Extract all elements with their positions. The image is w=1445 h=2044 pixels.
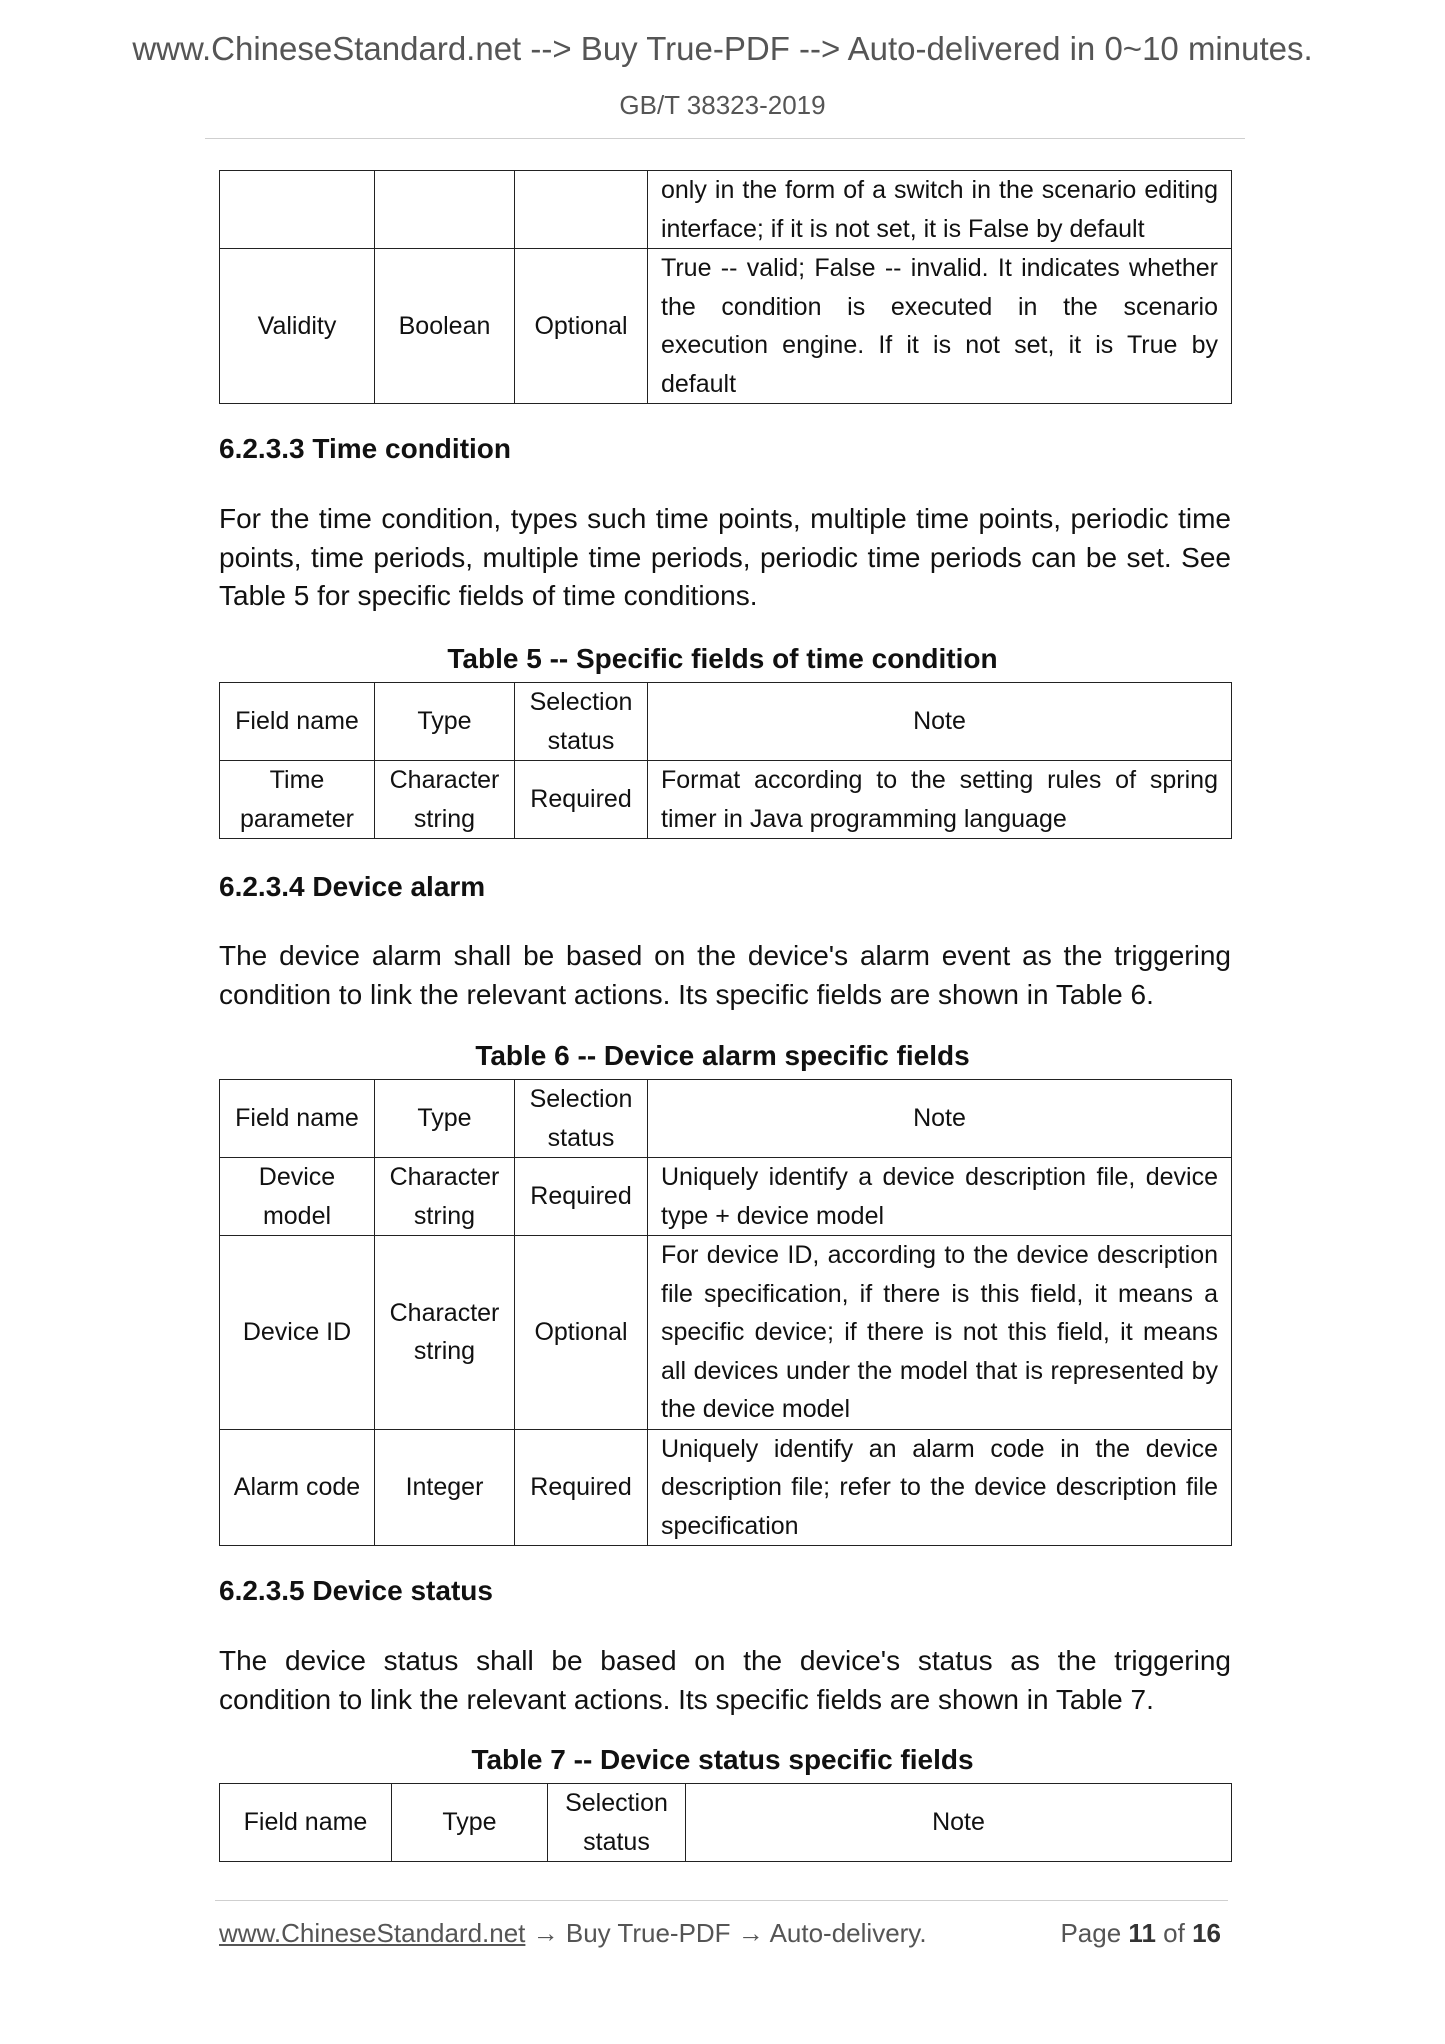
table-cell: Validity <box>220 249 375 404</box>
column-header: Field name <box>220 683 375 761</box>
column-header: Note <box>686 1784 1232 1862</box>
table-cell: Character string <box>375 761 515 839</box>
column-header: Type <box>392 1784 548 1862</box>
table-cell: Required <box>515 761 648 839</box>
table-cell: Boolean <box>375 249 515 404</box>
table-cell <box>515 171 648 249</box>
page-number: 11 <box>1128 1918 1156 1948</box>
paragraph-time-condition: For the time condition, types such time points, multiple time points, periodic time points, time periods, multiple time periods, periodic time periods can be set. See Table 5 for specific fields of time conditions. <box>219 503 1231 611</box>
table-header-row <box>220 1080 1232 1158</box>
table-cell: For device ID, according to the device description file specification, if there is this field, it means a specific device; if there is not this field, it means all devices under the model that is represented by the device model <box>648 1236 1232 1430</box>
table-cell: only in the form of a switch in the scenario editing interface; if it is not set, it is False by default <box>648 171 1232 249</box>
table-cell: Alarm code <box>220 1429 375 1546</box>
footer-divider <box>215 1900 1228 1901</box>
column-header: Selection status <box>515 683 648 761</box>
page-of-label: of <box>1163 1918 1185 1948</box>
table-cell: Uniquely identify an alarm code in the device description file; refer to the device description file specification <box>648 1429 1232 1546</box>
table6-caption: Table 6 -- Device alarm specific fields <box>475 1040 970 1071</box>
table-row <box>220 249 1232 404</box>
table-cell: Optional <box>515 1236 648 1430</box>
table5-caption: Table 5 -- Specific fields of time condition <box>447 643 998 674</box>
table-cell: Required <box>515 1429 648 1546</box>
paragraph-device-alarm: The device alarm shall be based on the device's alarm event as the triggering condition to link the relevant actions. Its specific fields are shown in Table 6. <box>219 940 1231 1010</box>
header-divider <box>205 138 1245 139</box>
table-cell: Required <box>515 1158 648 1236</box>
table-header-row <box>220 1784 1232 1862</box>
standard-number: GB/T 38323-2019 <box>619 90 826 120</box>
page-total: 16 <box>1192 1918 1221 1948</box>
column-header: Note <box>648 1080 1232 1158</box>
paragraph-device-status: The device status shall be based on the device's status as the triggering condition to link the relevant actions. Its specific fields are shown in Table 7. <box>219 1645 1231 1715</box>
page-indicator <box>1060 1918 1221 1949</box>
table-cell: Format according to the setting rules of spring timer in Java programming language <box>648 761 1232 839</box>
table-cell: Character string <box>375 1158 515 1236</box>
column-header: Type <box>375 1080 515 1158</box>
header-banner: www.ChineseStandard.net --> Buy True-PDF --> Auto-delivered in 0~10 minutes. <box>132 30 1313 67</box>
table-row <box>220 1158 1232 1236</box>
page-label: Page <box>1060 1918 1122 1948</box>
section-heading-device-status: 6.2.3.5 Device status <box>219 1575 493 1606</box>
footer <box>219 1918 1231 1949</box>
table-cell <box>220 171 375 249</box>
table6 <box>219 1079 1232 1546</box>
table-cell: Device ID <box>220 1236 375 1430</box>
table-cell: Optional <box>515 249 648 404</box>
footer-link[interactable]: www.ChineseStandard.net <box>219 1918 526 1948</box>
table5 <box>219 682 1232 839</box>
column-header: Selection status <box>515 1080 648 1158</box>
table-cell: Character string <box>375 1236 515 1430</box>
table-row <box>220 1236 1232 1430</box>
table-cell: Uniquely identify a device description file, device type + device model <box>648 1158 1232 1236</box>
table-header-row <box>220 683 1232 761</box>
table7-caption: Table 7 -- Device status specific fields <box>471 1744 974 1775</box>
table-row <box>220 1429 1232 1546</box>
table-row <box>220 761 1232 839</box>
section-heading-device-alarm: 6.2.3.4 Device alarm <box>219 871 486 902</box>
table-cell: Time parameter <box>220 761 375 839</box>
table-cell: True -- valid; False -- invalid. It indicates whether the condition is executed in the scenario execution engine. If it is not set, it is True by default <box>648 249 1232 404</box>
table-cell: Integer <box>375 1429 515 1546</box>
section-heading-time-condition: 6.2.3.3 Time condition <box>219 433 512 464</box>
table-cell <box>375 171 515 249</box>
footer-text: → Buy True-PDF → Auto-delivery. <box>525 1918 927 1948</box>
column-header: Field name <box>220 1080 375 1158</box>
table-continued <box>219 170 1232 404</box>
table7 <box>219 1783 1232 1862</box>
table-row <box>220 171 1232 249</box>
column-header: Field name <box>220 1784 392 1862</box>
column-header: Type <box>375 683 515 761</box>
table-cell: Device model <box>220 1158 375 1236</box>
column-header: Selection status <box>548 1784 686 1862</box>
column-header: Note <box>648 683 1232 761</box>
